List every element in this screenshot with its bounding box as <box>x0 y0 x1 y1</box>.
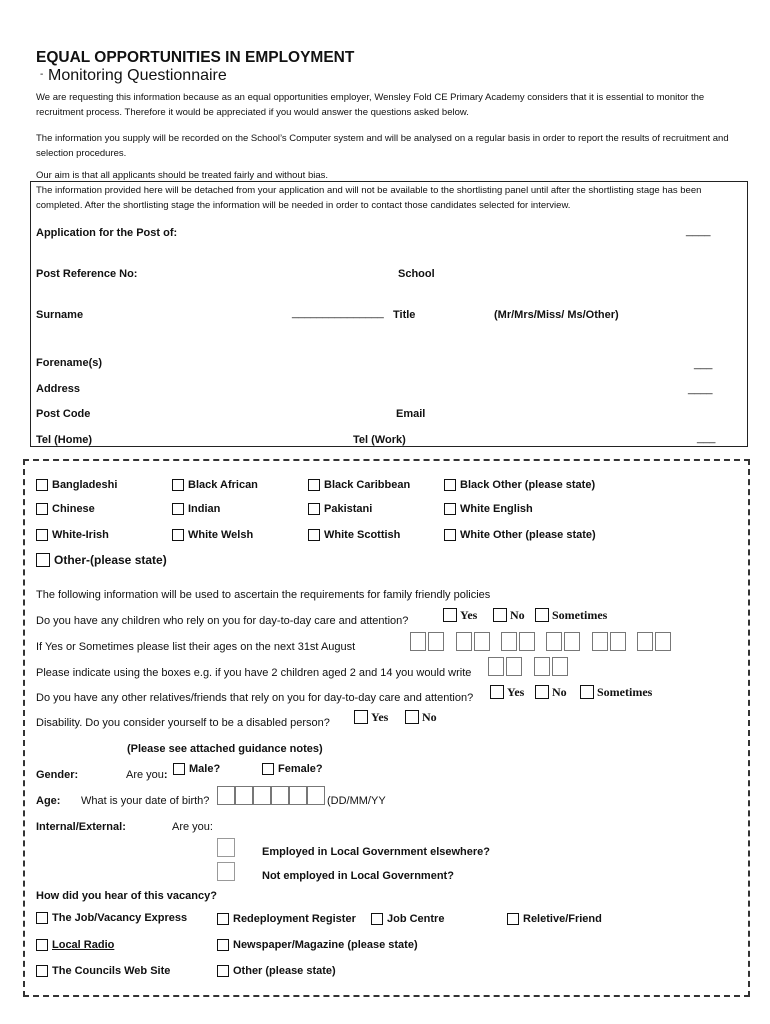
post-reference-label: Post Reference No: <box>36 268 138 280</box>
checkbox-white-english[interactable] <box>444 503 456 515</box>
dob-digit-box[interactable] <box>253 786 271 805</box>
intro-paragraph: We are requesting this information because as an equal opportunities employer, Wensley Fold CE Primary Academy considers that it is essential to monitor the recruitment process. Therefore it would be appreciated if you would answer the questions asked below. <box>36 92 705 118</box>
children-yes-option[interactable]: Yes <box>443 606 477 624</box>
checkbox-relatives-yes[interactable] <box>490 685 504 699</box>
gender-male-option[interactable]: Male? <box>173 760 220 778</box>
dob-question: What is your date of birth? <box>81 795 210 807</box>
checkbox-indian[interactable] <box>172 503 184 515</box>
vacancy-option[interactable]: The Councils Web Site <box>36 962 170 980</box>
example-age-box <box>506 657 522 676</box>
checkbox-black-african[interactable] <box>172 479 184 491</box>
checkbox-relatives-sometimes[interactable] <box>580 685 594 699</box>
checkbox-council-web[interactable] <box>36 965 48 977</box>
ethnicity-option[interactable]: Chinese <box>36 500 95 518</box>
child-age-box[interactable] <box>655 632 671 651</box>
forename-label: Forename(s) <box>36 357 103 369</box>
disability-yes-option[interactable]: Yes <box>354 708 388 726</box>
checkbox-female[interactable] <box>262 763 274 775</box>
ethnicity-option[interactable]: Black Caribbean <box>308 476 410 494</box>
checkbox-white-other[interactable] <box>444 529 456 541</box>
child-age-box[interactable] <box>456 632 472 651</box>
checkbox-other-source[interactable] <box>217 965 229 977</box>
dob-format-hint: (DD/MM/YY <box>327 795 386 807</box>
dob-digit-box[interactable] <box>235 786 253 805</box>
checkbox-bangladeshi[interactable] <box>36 479 48 491</box>
vacancy-option[interactable]: The Job/Vacancy Express <box>36 909 187 927</box>
checkbox-black-caribbean[interactable] <box>308 479 320 491</box>
checkbox-job-centre[interactable] <box>371 913 383 925</box>
data-usage-paragraph: The information you supply will be recorded on the School’s Computer system and will be analysed on a regular basis in order to report the results of recruitment and selection procedures. <box>36 133 729 159</box>
form-subtitle: Monitoring Questionnaire <box>48 67 227 84</box>
checkbox-redeployment[interactable] <box>217 913 229 925</box>
not-employed-lg-label: Not employed in Local Government? <box>262 870 454 882</box>
children-no-option[interactable]: No <box>493 606 525 624</box>
address-field[interactable]: ____ <box>688 383 713 395</box>
vacancy-source-question: How did you hear of this vacancy? <box>36 890 217 902</box>
checkbox-pakistani[interactable] <box>308 503 320 515</box>
checkbox-other-ethnicity[interactable] <box>36 553 50 567</box>
checkbox-relative-friend[interactable] <box>507 913 519 925</box>
tel-field[interactable]: ___ <box>697 432 716 444</box>
email-label: Email <box>396 408 426 420</box>
ethnicity-option[interactable]: Bangladeshi <box>36 476 117 494</box>
checkbox-children-yes[interactable] <box>443 608 457 622</box>
disability-question: Disability. Do you consider yourself to be a disabled person? <box>36 717 330 729</box>
child-age-box[interactable] <box>474 632 490 651</box>
family-policy-intro: The following information will be used to ascertain the requirements for family friendly policies <box>36 589 491 601</box>
example-age-box <box>552 657 568 676</box>
child-age-box[interactable] <box>428 632 444 651</box>
child-age-box[interactable] <box>519 632 535 651</box>
checkbox-newspaper[interactable] <box>217 939 229 951</box>
age-label: Age: <box>36 795 61 807</box>
child-age-box[interactable] <box>546 632 562 651</box>
relatives-question: Do you have any other relatives/friends that rely on you for day-to-day care and attention? <box>36 692 474 704</box>
post-applied-field[interactable]: ____ <box>686 225 711 237</box>
example-age-box <box>488 657 504 676</box>
example-age-box <box>534 657 550 676</box>
vacancy-option[interactable]: Newspaper/Magazine (please state) <box>217 936 418 954</box>
disability-no-option[interactable]: No <box>405 708 437 726</box>
checkbox-children-no[interactable] <box>493 608 507 622</box>
ethnicity-option[interactable]: Other-(please state) <box>36 551 167 569</box>
vacancy-option[interactable]: Reletive/Friend <box>507 910 602 928</box>
ethnicity-option[interactable]: Indian <box>172 500 220 518</box>
gender-label: Gender: <box>36 769 79 781</box>
checkbox-employed-lg[interactable] <box>217 838 235 857</box>
example-instruction: Please indicate using the boxes e.g. if you have 2 children aged 2 and 14 you would write <box>36 667 472 679</box>
forename-field[interactable]: ___ <box>694 358 713 370</box>
checkbox-white-scottish[interactable] <box>308 529 320 541</box>
checkbox-male[interactable] <box>173 763 185 775</box>
surname-label: Surname <box>36 309 84 321</box>
dob-digit-box[interactable] <box>271 786 289 805</box>
internal-are-you: Are you: <box>172 821 213 833</box>
checkbox-disability-yes[interactable] <box>354 710 368 724</box>
vacancy-option[interactable]: Redeployment Register <box>217 910 356 928</box>
title-options: (Mr/Mrs/Miss/ Ms/Other) <box>494 309 619 321</box>
detach-notice: The information provided here will be detached from your application and will not be available to the shortlisting panel until after the shortlisting stage has been completed. After the shortlisting stage the information will be needed in order to contact those candidates selected for interview. <box>36 185 702 211</box>
ethnicity-option[interactable]: White Other (please state) <box>444 526 596 544</box>
subtitle-dash: - <box>40 69 44 80</box>
children-question: Do you have any children who rely on you for day-to-day care and attention? <box>36 615 409 627</box>
surname-field[interactable]: _______________ <box>292 307 384 319</box>
gender-female-option[interactable]: Female? <box>262 760 323 778</box>
title-label: Title <box>393 309 416 321</box>
dob-digit-box[interactable] <box>217 786 235 805</box>
ethnicity-option[interactable]: Black Other (please state) <box>444 476 595 494</box>
ethnicity-option[interactable]: White Scottish <box>308 526 400 544</box>
checkbox-relatives-no[interactable] <box>535 685 549 699</box>
checkbox-white-welsh[interactable] <box>172 529 184 541</box>
tel-work-label: Tel (Work) <box>353 434 406 446</box>
gender-are-you: Are you: <box>126 769 168 781</box>
ethnicity-option[interactable]: Black African <box>172 476 258 494</box>
checkbox-disability-no[interactable] <box>405 710 419 724</box>
ethnicity-option[interactable]: Pakistani <box>308 500 372 518</box>
child-age-box[interactable] <box>592 632 608 651</box>
child-age-box[interactable] <box>501 632 517 651</box>
children-ages-question: If Yes or Sometimes please list their ages on the next 31st August <box>36 641 356 653</box>
internal-external-label: Internal/External: <box>36 821 126 833</box>
relatives-sometimes-option[interactable]: Sometimes <box>580 683 652 701</box>
checkbox-not-employed-lg[interactable] <box>217 862 235 881</box>
checkbox-black-other[interactable] <box>444 479 456 491</box>
child-age-box[interactable] <box>637 632 653 651</box>
vacancy-option[interactable]: Local Radio <box>36 936 114 954</box>
fairness-statement: Our aim is that all applicants should be treated fairly and without bias. <box>36 170 329 181</box>
guidance-note: (Please see attached guidance notes) <box>127 743 323 755</box>
address-label: Address <box>36 383 81 395</box>
post-applied-label: Application for the Post of: <box>36 227 178 239</box>
vacancy-option[interactable]: Other (please state) <box>217 962 336 980</box>
tel-home-label: Tel (Home) <box>36 434 93 446</box>
ethnicity-option[interactable]: White English <box>444 500 533 518</box>
dob-digit-box[interactable] <box>289 786 307 805</box>
checkbox-local-radio[interactable] <box>36 939 48 951</box>
vacancy-option[interactable]: Job Centre <box>371 910 444 928</box>
school-label: School <box>398 268 435 280</box>
relatives-no-option[interactable]: No <box>535 683 567 701</box>
child-age-box[interactable] <box>564 632 580 651</box>
children-sometimes-option[interactable]: Sometimes <box>535 606 607 624</box>
employed-lg-label: Employed in Local Government elsewhere? <box>262 846 491 858</box>
checkbox-chinese[interactable] <box>36 503 48 515</box>
ethnicity-option[interactable]: White Welsh <box>172 526 253 544</box>
postcode-label: Post Code <box>36 408 91 420</box>
checkbox-white-irish[interactable] <box>36 529 48 541</box>
relatives-yes-option[interactable]: Yes <box>490 683 524 701</box>
form-title: EQUAL OPPORTUNITIES IN EMPLOYMENT <box>36 49 355 66</box>
child-age-box[interactable] <box>410 632 426 651</box>
child-age-box[interactable] <box>610 632 626 651</box>
applicant-details-box <box>30 181 748 447</box>
checkbox-children-sometimes[interactable] <box>535 608 549 622</box>
dob-digit-box[interactable] <box>307 786 325 805</box>
checkbox-job-express[interactable] <box>36 912 48 924</box>
ethnicity-option[interactable]: White-Irish <box>36 526 109 544</box>
